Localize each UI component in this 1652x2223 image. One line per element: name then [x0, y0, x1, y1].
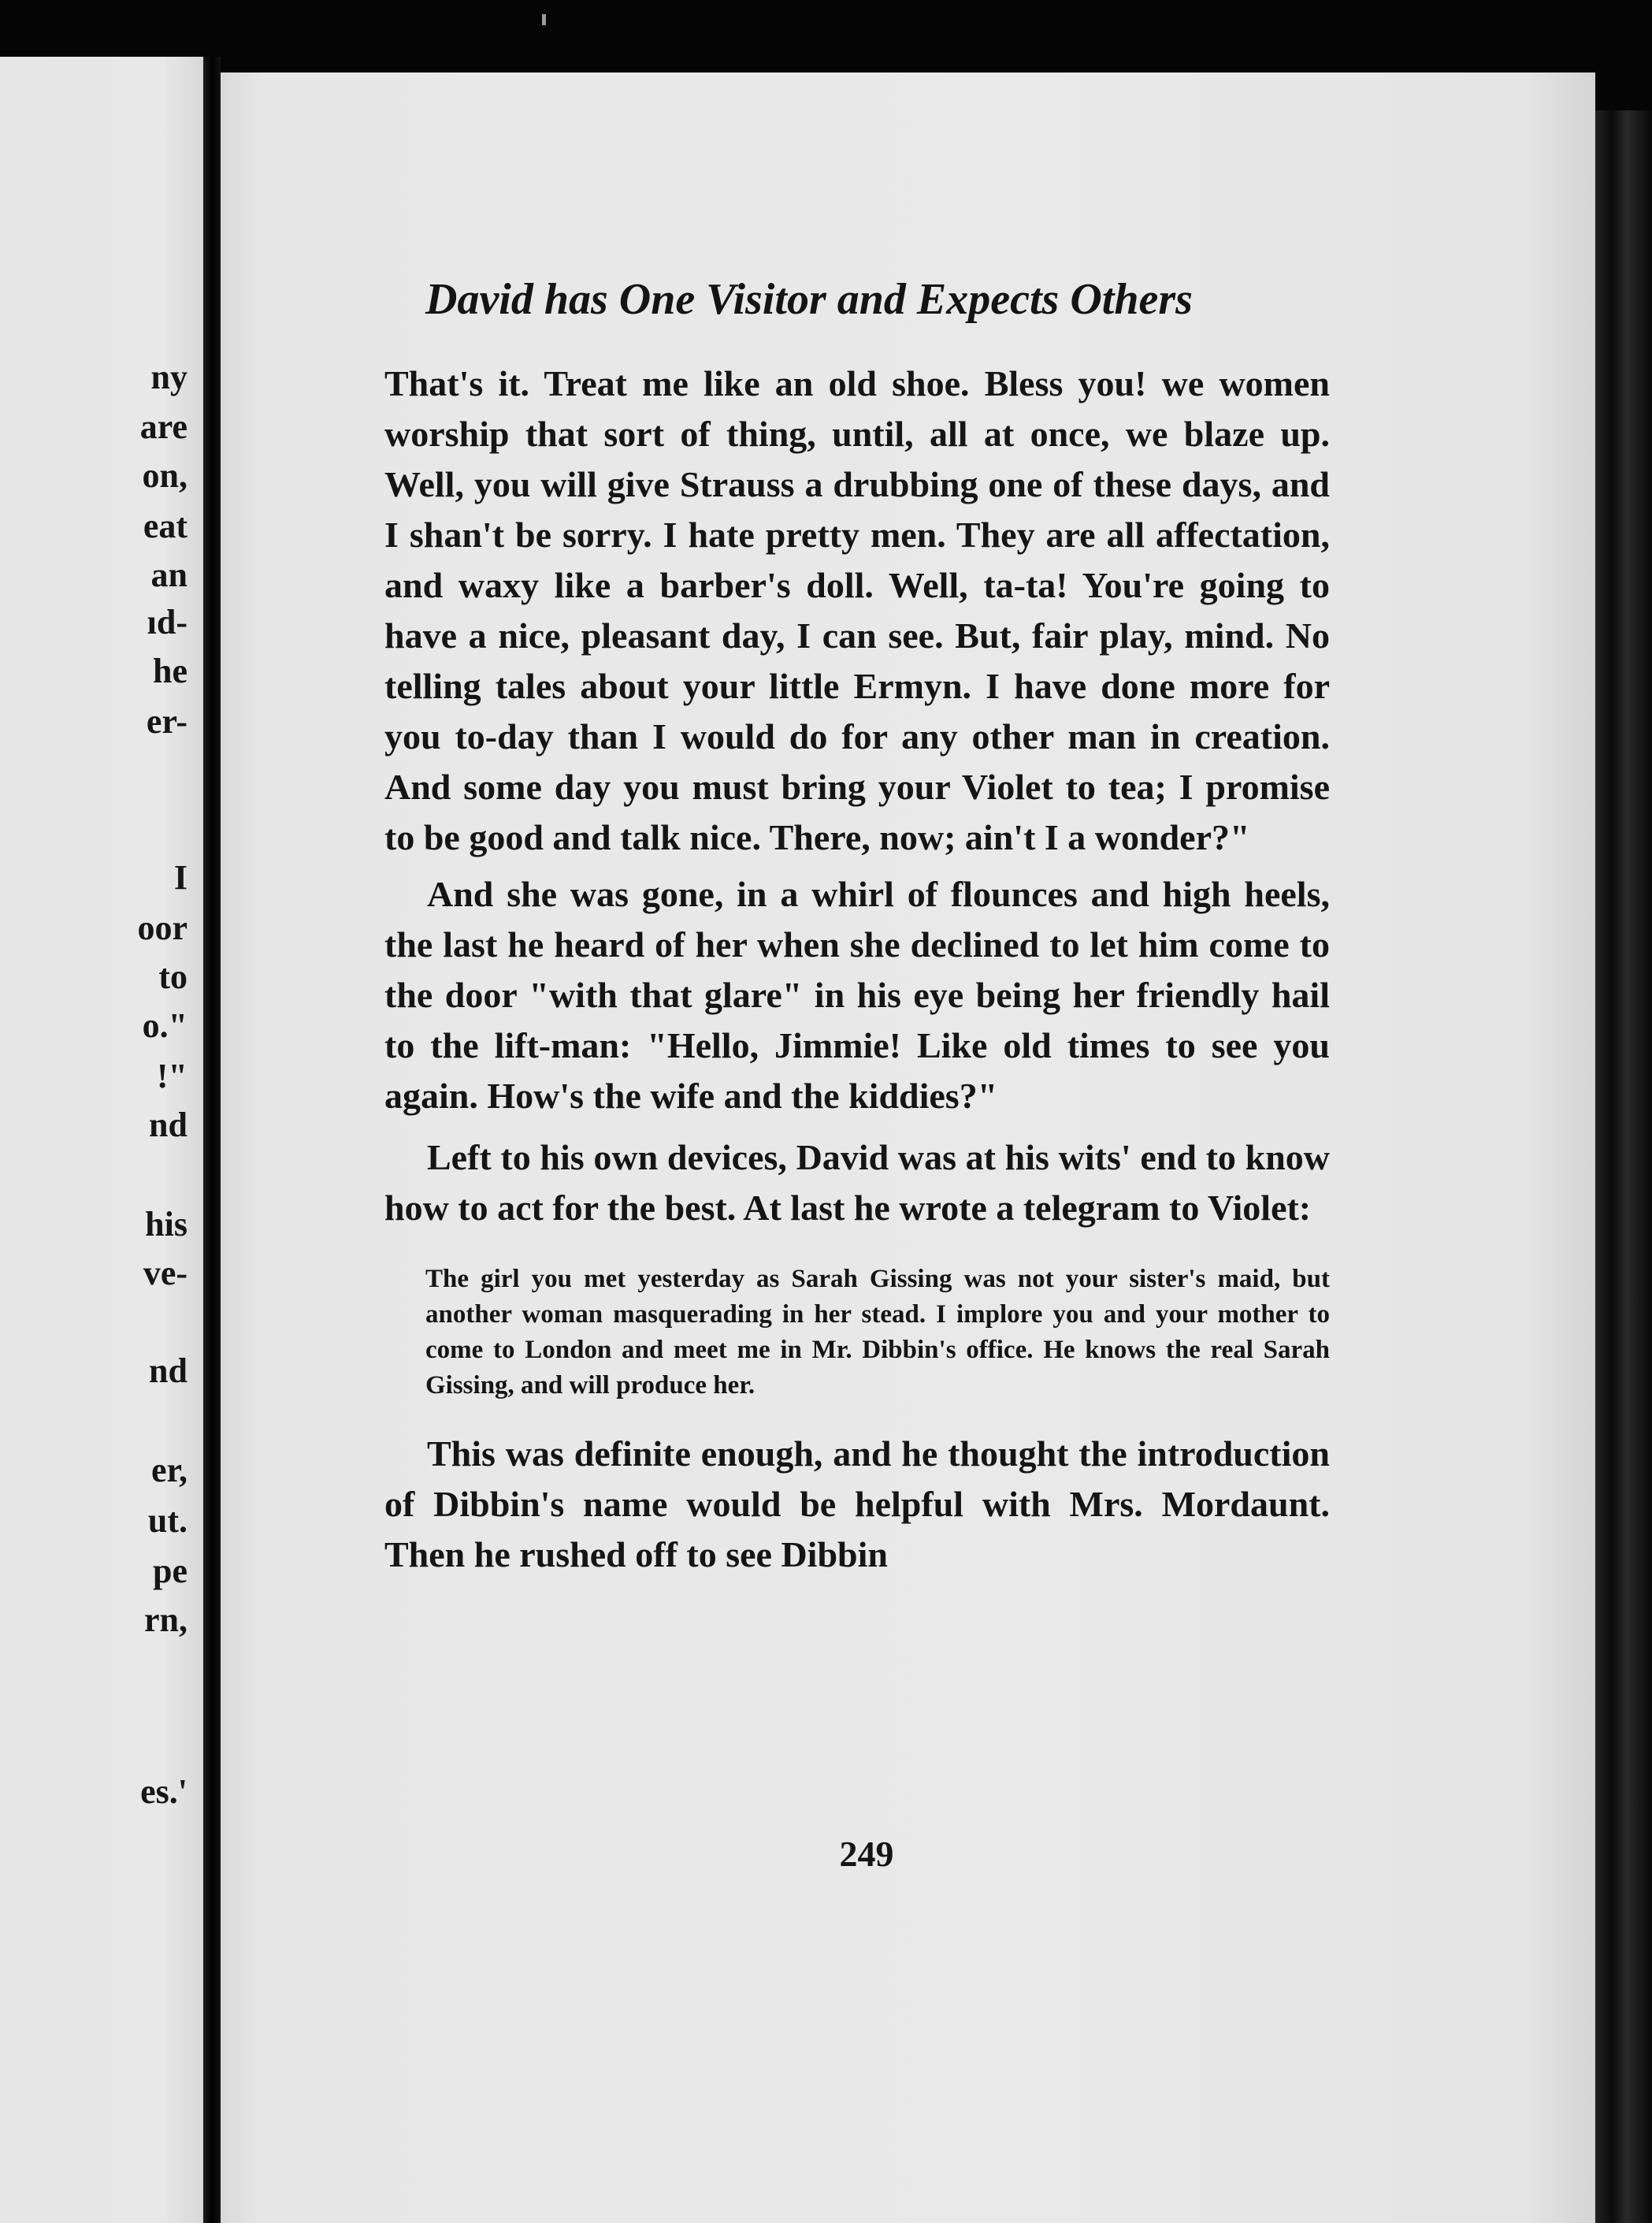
left-page-fragment: an [150, 556, 187, 594]
paragraph: Left to his own devices, David was at his wits' end to know how to act for the best. At last he wrote a telegram to Violet: [384, 1137, 1330, 1228]
book-cover-edge [1595, 110, 1652, 2223]
left-page-fragment: nd [149, 1351, 187, 1390]
left-page-fragment: o." [142, 1006, 187, 1045]
left-page-text-fragments [0, 57, 203, 2223]
page-text [384, 359, 1330, 1580]
left-page-fragment: his [145, 1205, 187, 1243]
paragraph: That's it. Treat me like an old shoe. Bless you! we women worship that sort of thing, until, all at once, we blaze up. Well, you will give Strauss a drubbing one of these days, and I shan't be sorry. I hate pretty men. They are all affectation, and waxy like a barber's doll. Well, ta-ta! You're going to have a nice, pleasant day, I can see. But, fair play, mind. No telling tales about your little Ermyn. I have done more for you to-day than I would do for any other man in creation. And some day you must bring your Violet to tea; I promise to be good and talk nice. There, now; ain't I a wonder?" [384, 363, 1330, 857]
left-page-fragment: on, [142, 456, 187, 495]
book-gutter [203, 57, 221, 2223]
left-page-fragment: er- [146, 702, 187, 741]
left-page-fragment: ny [150, 358, 187, 396]
left-page-fragment: ut. [147, 1501, 187, 1540]
left-page-fragment: eat [143, 507, 187, 545]
page-number: 249 [839, 1834, 894, 1874]
paragraph: This was definite enough, and he thought the introduction of Dibbin's name would be helpful with Mrs. Mordaunt. Then he rushed off to see Dibbin [384, 1433, 1330, 1574]
left-page-fragment: are [139, 407, 187, 446]
left-page-fragment: pe [153, 1552, 187, 1590]
left-page-fragment: I [173, 858, 187, 897]
left-page-fragment: oor [137, 909, 187, 947]
telegram-text: The girl you met yesterday as Sarah Gissing was not your sister's maid, but another woman masquerading in her stead. I implore you and your mother to come to London and meet me in Mr. Dibbin's office. He knows the real Sarah Gissing, and will produce her. [425, 1265, 1330, 1400]
left-page-fragment: rn, [144, 1600, 187, 1639]
left-page-fragment: nd [149, 1106, 187, 1144]
left-page-fragment: er, [150, 1451, 187, 1489]
paragraph: And she was gone, in a whirl of flounces and high heels, the last he heard of her when she declined to let him come to the door "with that glare" in his eye being her friendly hail to the lift-man: "Hello, Jimmie! Like old times to see you again. How's the wife and the kiddies?" [384, 874, 1330, 1116]
left-page [0, 57, 203, 2223]
left-page-fragment: es.' [140, 1772, 187, 1811]
scan-mark [542, 14, 546, 25]
left-page-fragment: ıd- [147, 603, 187, 641]
running-head: David has One Visitor and Expects Others [425, 275, 1193, 324]
left-page-fragment: he [153, 652, 187, 690]
left-page-fragment: to [158, 957, 187, 996]
left-page-fragment: ve- [143, 1254, 187, 1292]
left-page-fragment: !" [156, 1057, 187, 1095]
